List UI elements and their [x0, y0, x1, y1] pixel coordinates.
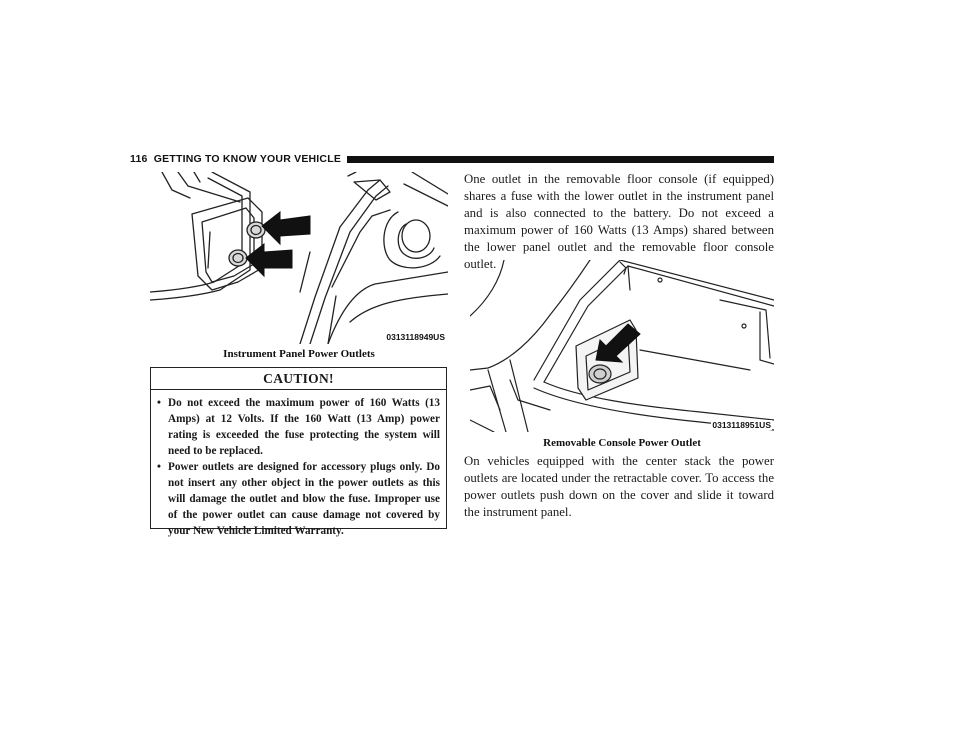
figure-code: 0313118949US: [386, 332, 445, 342]
caution-box: [150, 367, 447, 537]
caution-item: • Do not exceed the maximum power of 160 Watts (13 Amps) at 12 Volts. If the 160 Watt (13 Amp) power rating is exceeded the fuse protecting the system will need to be replaced.: [157, 397, 440, 457]
section-title: GETTING TO KNOW YOUR VEHICLE: [153, 153, 342, 165]
instrument-panel-illustration: [150, 172, 448, 344]
console-outlet-illustration: [470, 260, 774, 432]
figure-console-outlet: [470, 260, 774, 432]
caution-list: [151, 390, 446, 539]
header-text: [130, 153, 347, 165]
header-rule: [347, 156, 774, 163]
page-number: 116: [130, 153, 148, 165]
caution-title: CAUTION!: [151, 368, 446, 390]
caution-item: • Power outlets are designed for accessory plugs only. Do not insert any other object in the power outlets as this will damage the outlet and blow the fuse. Improper use of the power outlet can cause damage not covered by your New Vehicle Limited Warranty.: [157, 461, 440, 537]
page-header: [130, 153, 774, 165]
paragraph-floor-console: One outlet in the removable floor console (if equipped) shares a fuse with the lower outlet in the instrument panel and is also connected to the battery. Do not exceed a maximum power of 160 Watts (13 Amps) shared between the lower panel outlet and the removable floor console outlet.: [464, 172, 774, 271]
paragraph-center-stack: On vehicles equipped with the center stack the power outlets are located under the retractable cover. To access the power outlets push down on the cover and slide it toward the instrument panel.: [464, 454, 774, 519]
bullet-icon: •: [157, 461, 161, 473]
figure-caption: Instrument Panel Power Outlets: [223, 348, 375, 360]
figure-code: 0313118951US: [712, 420, 771, 430]
bullet-icon: •: [157, 397, 161, 409]
figure-instrument-panel-outlets: [150, 172, 448, 344]
figure-caption: Removable Console Power Outlet: [543, 437, 701, 449]
